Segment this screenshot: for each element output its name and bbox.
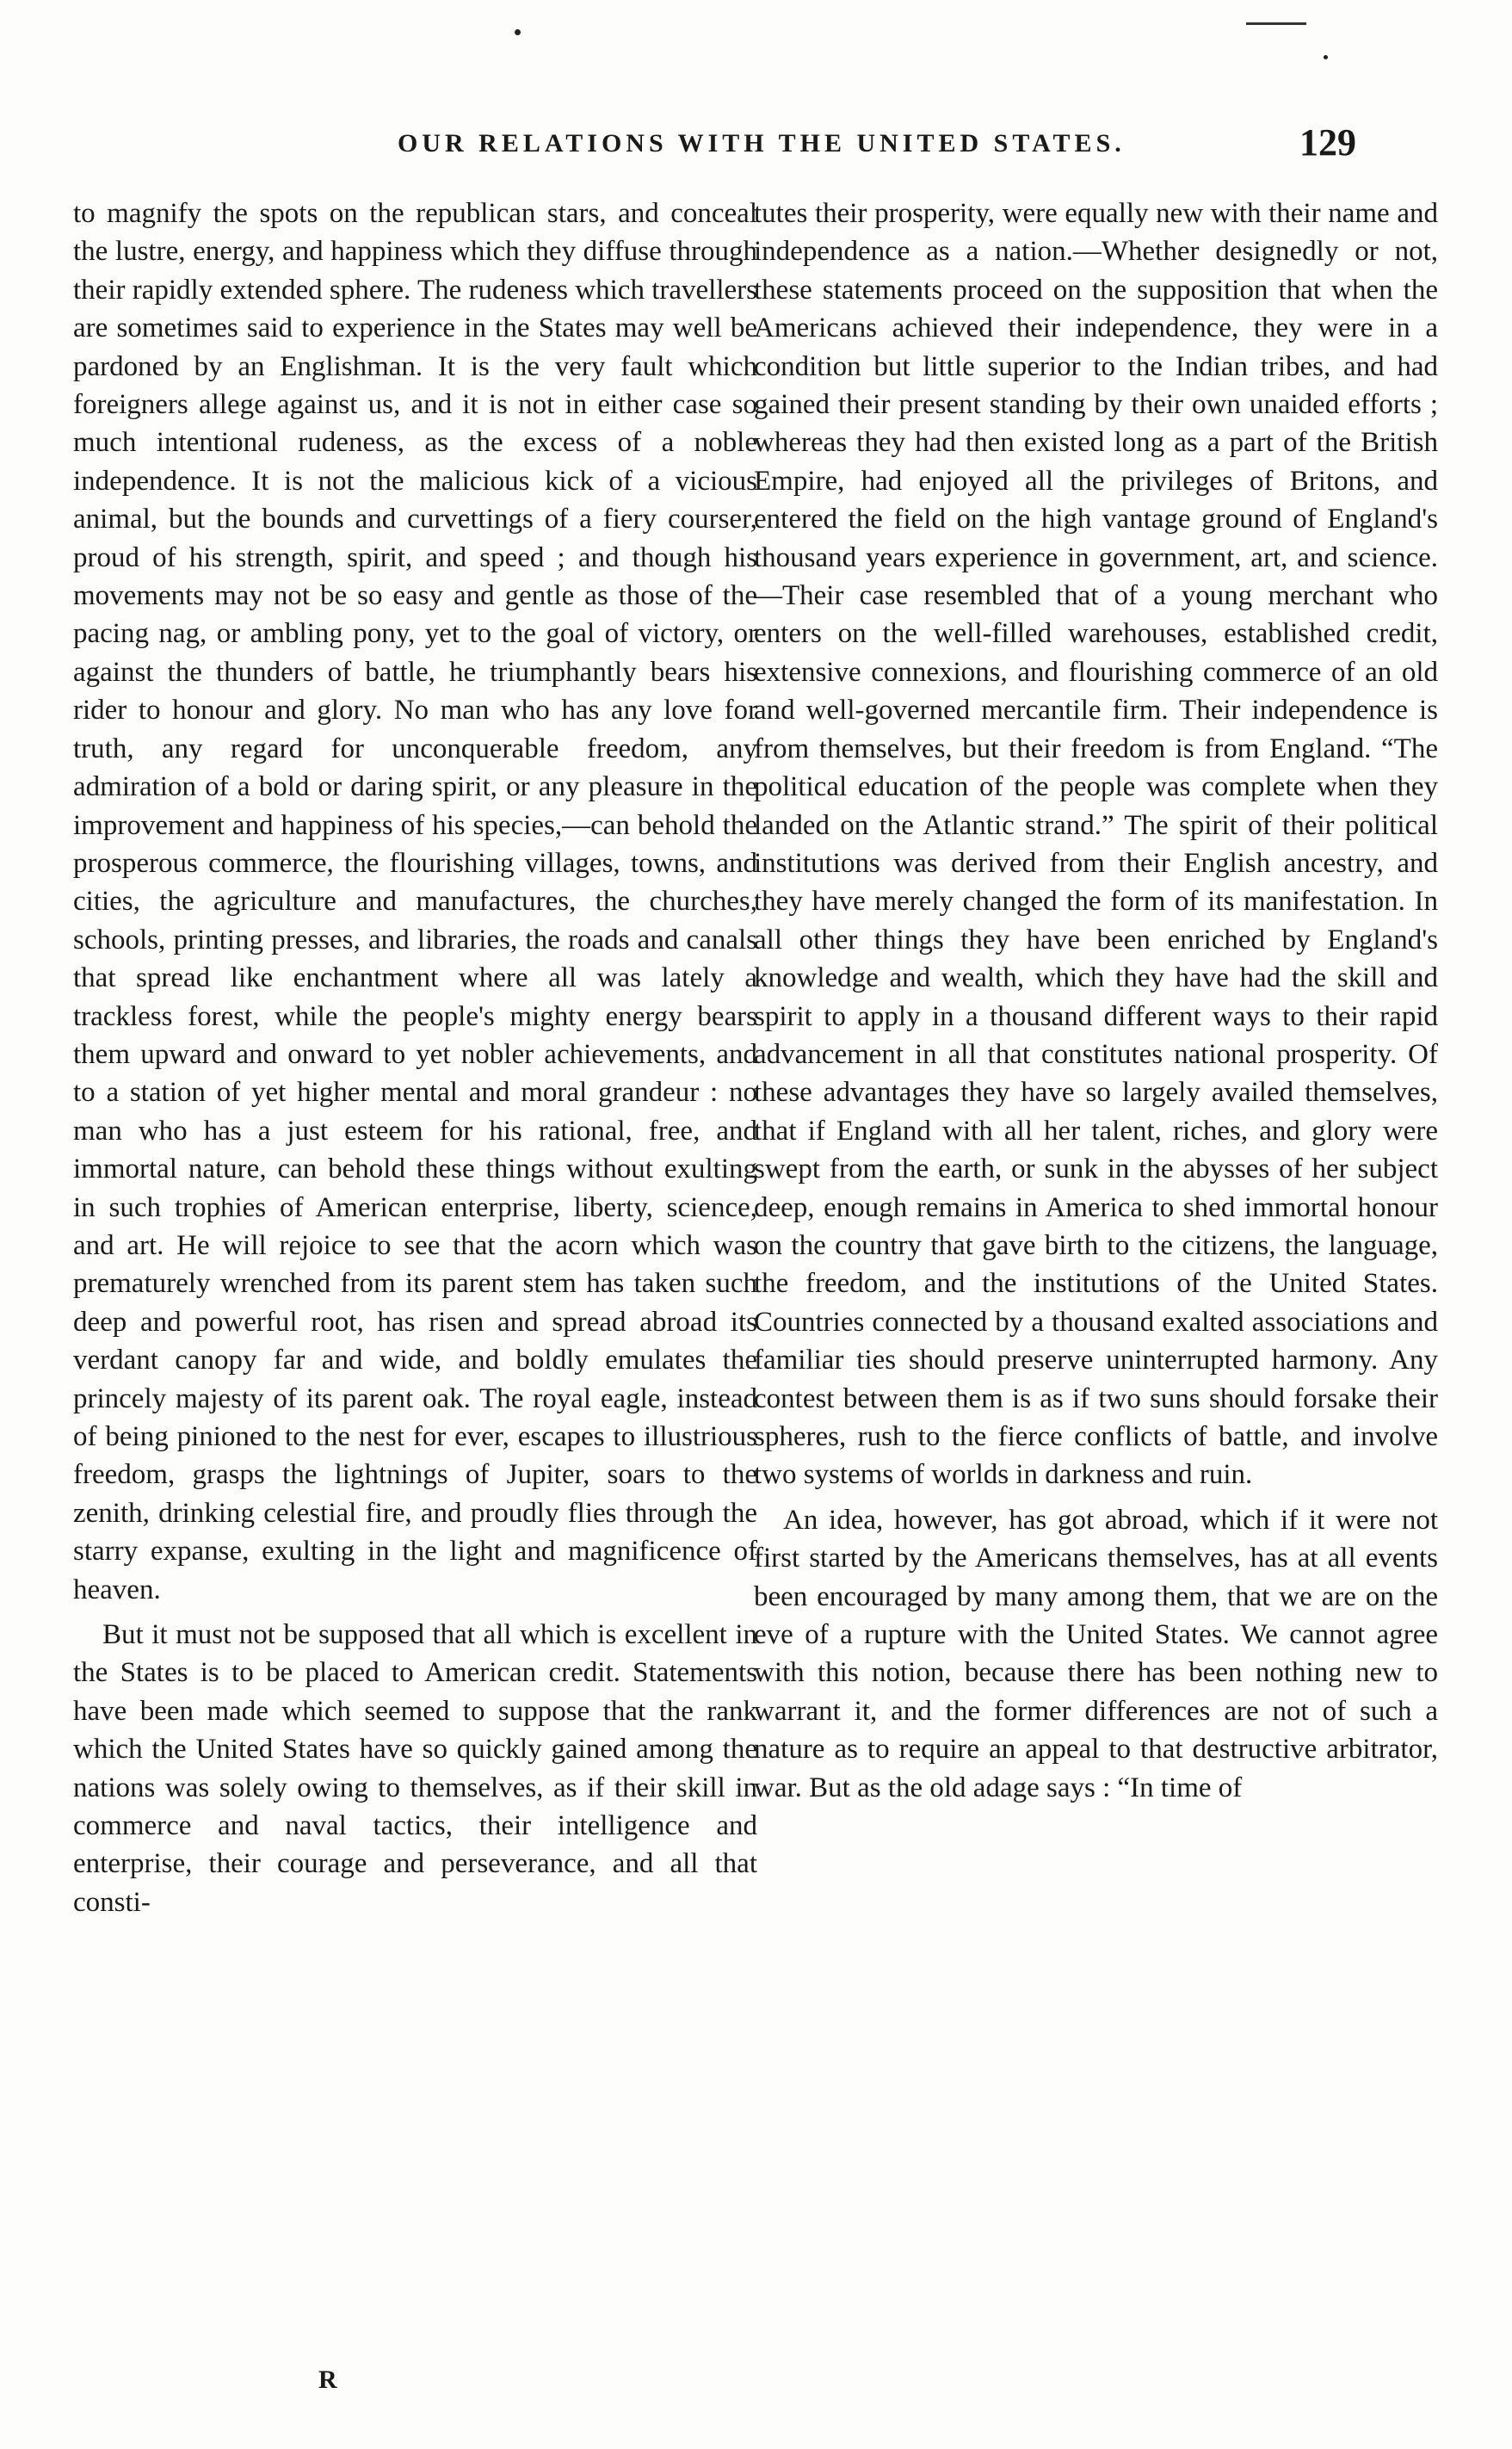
running-title: OUR RELATIONS WITH THE UNITED STATES. [398,129,1126,158]
left-column [73,195,757,1921]
paragraph: to magnify the spots on the republican stars, and conceal the lustre, energy, and happiness which they diffuse through their rapidly extended sphere. The rudeness which travellers are sometimes said to experience in the States may well be pardoned by an Englishman. It is the very fault which foreigners allege against us, and it is not in either case so much intentional rudeness, as the excess of a noble independence. It is not the malicious kick of a vicious animal, but the bounds and curvettings of a fiery courser, proud of his strength, spirit, and speed ; and though his movements may not be so easy and gentle as those of the pacing nag, or ambling pony, yet to the goal of victory, or against the thunders of battle, he triumphantly bears his rider to honour and glory. No man who has any love for truth, any regard for unconquerable freedom, any admiration of a bold or daring spirit, or any pleasure in the improvement and happiness of his species,—can behold the prosperous commerce, the flourishing villages, towns, and cities, the agriculture and manufactures, the churches, schools, printing presses, and libraries, the roads and canals that spread like enchantment where all was lately a trackless forest, while the people's mighty energy bears them upward and onward to yet nobler achievements, and to a station of yet higher mental and moral grandeur : no man who has a just esteem for his rational, free, and immortal nature, can behold these things without exulting in such trophies of American enterprise, liberty, science, and art. He will rejoice to see that the acorn which was prematurely wrenched from its parent stem has taken such deep and powerful root, has risen and spread abroad its verdant canopy far and wide, and boldly emulates the princely majesty of its parent oak. The royal eagle, instead of being pinioned to the nest for ever, escapes to illustrious freedom, grasps the lightnings of Jupiter, soars to the zenith, drinking celestial fire, and proudly flies through the starry expanse, exulting in the light and magnificence of heaven. [73,198,757,1605]
page-number: 129 [1299,121,1356,164]
ink-speck [515,29,521,35]
signature-mark: R [318,2366,337,2394]
ink-speck [1324,55,1328,59]
paragraph: But it must not be supposed that all which is excellent in the States is to be placed to American credit. Statements have been made which seemed to suppose that the rank which the United States have so quickly gained among the nations was solely owing to themselves, as if their skill in commerce and naval tactics, their intelligence and enterprise, their courage and perseverance, and all that consti- [73,1619,757,1918]
ink-mark [1246,22,1306,25]
paragraph: tutes their prosperity, were equally new with their name and independence as a nation.—Whether designedly or not, these statements proceed on the supposition that when the Americans achieved their independence, they were in a condition but little superior to the Indian tribes, and had gained their present standing by their own unaided efforts ; whereas they had then existed long as a part of the British Empire, had enjoyed all the privileges of Britons, and entered the field on the high vantage ground of England's thousand years experience in government, art, and science.—Their case resembled that of a young merchant who enters on the well-filled warehouses, established credit, extensive connexions, and flourishing commerce of an old and well-governed mercantile firm. Their independence is from themselves, but their freedom is from England. “The political education of the people was complete when they landed on the Atlantic strand.” The spirit of their political institutions was derived from their English ancestry, and they have merely changed the form of its manifestation. In all other things they have been enriched by England's knowledge and wealth, which they have had the skill and spirit to apply in a thousand different ways to their rapid advancement in all that constitutes national prosperity. Of these advantages they have so largely availed themselves, that if England with all her talent, riches, and glory were swept from the earth, or sunk in the abysses of her subject deep, enough remains in America to shed immortal honour on the country that gave birth to the citizens, the language, the freedom, and the institutions of the United States. Countries connected by a thousand exalted associations and familiar ties should preserve uninterrupted harmony. Any contest between them is as if two suns should forsake their spheres, rush to the fierce conflicts of battle, and involve two systems of worlds in darkness and ruin. [754,198,1438,1491]
right-column [754,195,1438,1807]
paragraph: An idea, however, has got abroad, which if it were not first started by the Americans themselves, has at all events been encouraged by many among them, that we are on the eve of a rupture with the United States. We cannot agree with this notion, because there has been nothing new to warrant it, and the former differences are not of such a nature as to require an appeal to that destructive arbitrator, war. But as the old adage says : “In time of [754,1504,1438,1803]
